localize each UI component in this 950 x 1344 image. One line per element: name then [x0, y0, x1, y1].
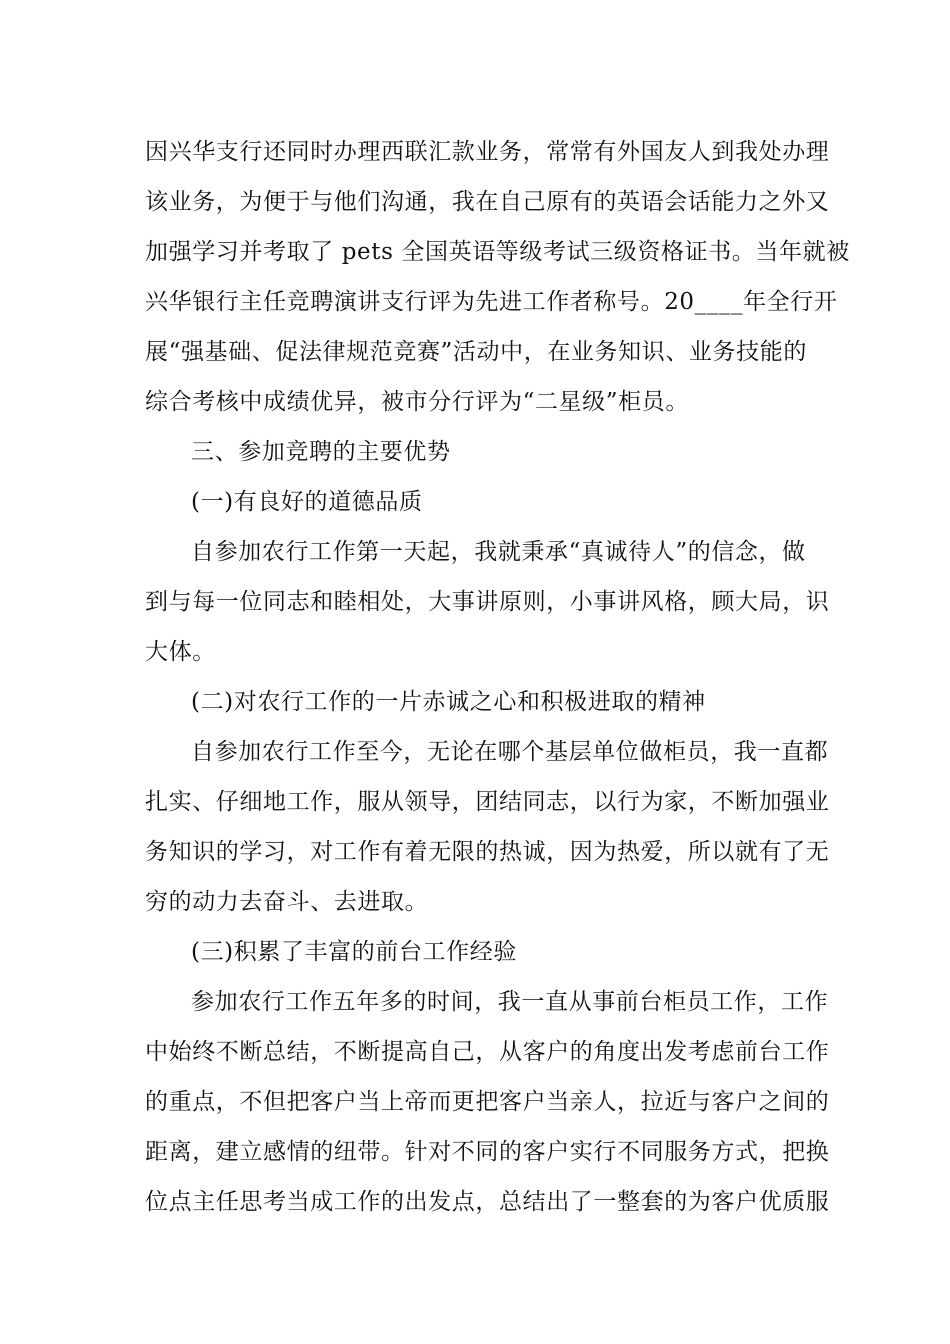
section-heading: 三、参加竞聘的主要优势	[191, 439, 451, 465]
paragraph-line: 大体。	[145, 639, 216, 665]
paragraph-line: 的重点，不但把客户当上帝而更把客户当亲人，拉近与客户之间的	[145, 1089, 830, 1115]
paragraph-line: 扎实、仔细地工作，服从领导，团结同志，以行为家，不断加强业	[145, 789, 830, 815]
subsection-heading: (一)有良好的道德品质	[191, 489, 423, 515]
paragraph-line: 兴华银行主任竞聘演讲支行评为先进工作者称号。20____年全行开	[145, 289, 838, 315]
paragraph-line: 穷的动力去奋斗、去进取。	[145, 889, 429, 915]
paragraph-line: 自参加农行工作至今，无论在哪个基层单位做柜员，我一直都	[191, 739, 829, 765]
paragraph-line: 展“强基础、促法律规范竞赛”活动中，在业务知识、业务技能的	[145, 339, 807, 365]
paragraph-line: 到与每一位同志和睦相处，大事讲原则，小事讲风格，顾大局，识	[145, 589, 830, 615]
subsection-heading: (二)对农行工作的一片赤诚之心和积极进取的精神	[191, 689, 706, 715]
paragraph-line: 自参加农行工作第一天起，我就秉承“真诚待人”的信念，做	[191, 539, 806, 565]
paragraph-line: 中始终不断总结，不断提高自己，从客户的角度出发考虑前台工作	[145, 1039, 830, 1065]
subsection-heading: (三)积累了丰富的前台工作经验	[191, 939, 517, 965]
paragraph-line: 参加农行工作五年多的时间，我一直从事前台柜员工作，工作	[191, 989, 829, 1015]
paragraph-line: 该业务，为便于与他们沟通，我在自己原有的英语会话能力之外又	[145, 189, 830, 215]
paragraph-line: 务知识的学习，对工作有着无限的热诚，因为热爱，所以就有了无	[145, 839, 830, 865]
paragraph-line: 因兴华支行还同时办理西联汇款业务，常常有外国友人到我处办理	[145, 139, 830, 165]
paragraph-line: 综合考核中成绩优异，被市分行评为“二星级”柜员。	[145, 389, 689, 415]
paragraph-line: 距离，建立感情的纽带。针对不同的客户实行不同服务方式，把换	[145, 1139, 830, 1165]
paragraph-line: 加强学习并考取了 pets 全国英语等级考试三级资格证书。当年就被	[145, 239, 850, 265]
paragraph-line: 位点主任思考当成工作的出发点，总结出了一整套的为客户优质服	[145, 1189, 830, 1215]
